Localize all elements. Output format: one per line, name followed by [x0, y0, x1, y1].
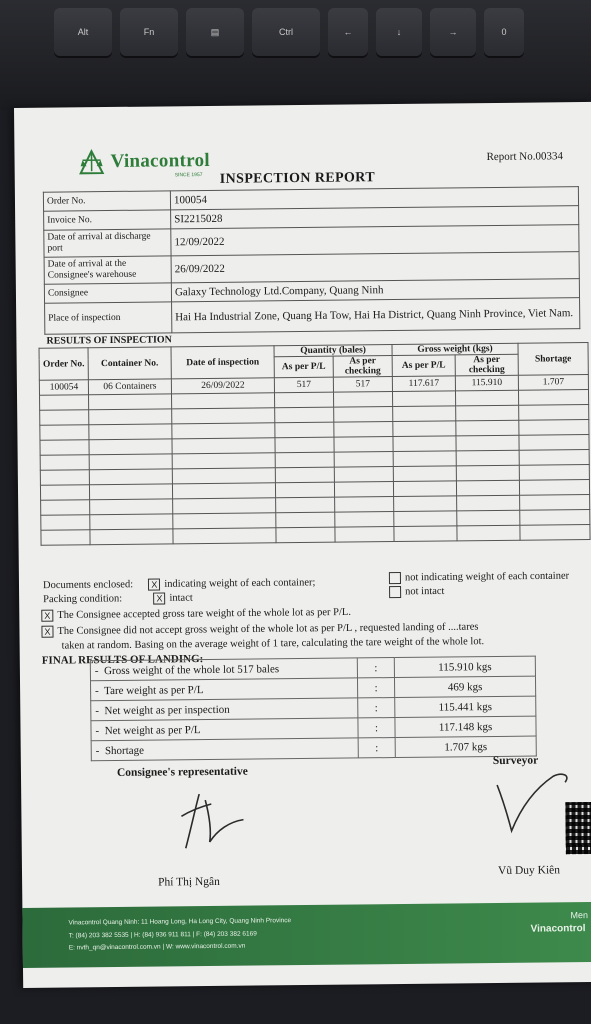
docs-checkbox-checked: X — [148, 578, 160, 590]
consignee-name: Phí Thị Ngân — [158, 875, 220, 889]
since-label: SINCE 1957 — [174, 172, 203, 179]
consignee-rep-title: Consignee's representative — [116, 765, 248, 779]
footer-brand: Vinacontrol — [530, 923, 586, 935]
surveyor-title: Surveyor — [492, 754, 539, 768]
info-label: Invoice No. — [44, 210, 171, 230]
key-left: ← — [328, 8, 368, 56]
docs-unchecked-text: not indicating weight of each container — [404, 570, 570, 584]
packing-label: Packing condition: — [43, 593, 123, 606]
docs-checked-text: indicating weight of each container; — [164, 577, 316, 590]
dash: - — [95, 744, 100, 757]
header-quantity: Quantity (bales) — [274, 345, 392, 357]
key-zero: 0 — [484, 8, 524, 56]
colon: : — [357, 658, 394, 678]
header-container-no: Container No. — [88, 347, 171, 380]
cell-container-no: 06 Containers — [88, 379, 171, 395]
cell-gross-check: 115.910 — [455, 375, 518, 391]
info-label: Date of arrival at the Consignee's warehouse — [44, 256, 171, 284]
footer-contacts: E: nvth_qn@vinacontrol.com.vn | W: www.vinacontrol.com.vn — [68, 942, 246, 952]
final-row — [91, 736, 536, 761]
dash: - — [95, 724, 100, 737]
scales-icon — [78, 149, 104, 175]
not-accept-checkbox: X — [41, 626, 53, 638]
packing-unchecked-text: not intact — [405, 585, 445, 598]
header-gross-pl: As per P/L — [392, 355, 455, 377]
final-results-table — [90, 656, 537, 762]
info-value: Galaxy Technology Ltd.Company, Quang Ninh — [171, 279, 579, 302]
results-table — [39, 342, 591, 546]
info-label: Date of arrival at discharge port — [44, 229, 171, 257]
final-label: Gross weight of the whole lot 517 bales — [104, 662, 280, 677]
not-accept-text-1: The Consignee did not accept gross weight of the whole lot as per P/L , requested landing of ....tares — [57, 621, 479, 637]
key-fn: Fn — [120, 8, 178, 56]
info-value: Hai Ha Industrial Zone, Quang Ha Tow, Hai Ha District, Quang Ninh Province, Viet Nam. — [172, 298, 580, 333]
packing-unchecked-line — [389, 586, 444, 599]
consignee-signature — [171, 785, 262, 856]
packing-condition-line — [43, 592, 193, 606]
key-menu: ▤ — [186, 8, 244, 56]
not-accept-line — [41, 621, 478, 638]
inspection-report-document — [14, 102, 591, 988]
dash: - — [94, 664, 99, 677]
info-row — [45, 298, 580, 335]
header-qty-pl: As per P/L — [274, 356, 333, 378]
info-label: Place of inspection — [45, 302, 172, 334]
info-value: 26/09/2022 — [171, 252, 579, 283]
cell-gross-pl: 117.617 — [392, 376, 455, 392]
docs-unchecked-line — [389, 570, 569, 584]
accept-text: The Consignee accepted gross tare weight of the whole lot as per P/L. — [57, 606, 351, 621]
info-value: 12/09/2022 — [171, 225, 579, 256]
header-order-no: Order No. — [39, 348, 88, 381]
packing-checked-text: intact — [169, 592, 193, 604]
final-label: Tare weight as per P/L — [104, 683, 204, 697]
packing-checkbox-checked: X — [153, 592, 165, 604]
cell-qty-check: 517 — [333, 377, 392, 393]
key-ctrl: Ctrl — [252, 8, 320, 56]
final-value: 469 kgs — [394, 676, 535, 697]
surveyor-name: Vũ Duy Kiên — [497, 864, 561, 877]
footer-right-top: Men — [570, 910, 589, 921]
key-alt: Alt — [54, 8, 112, 56]
footer-address: Vinacontrol Quang Ninh: 11 Hoang Long, Ha Long City, Quang Ninh Province — [68, 917, 292, 927]
header-date: Date of inspection — [171, 346, 274, 379]
final-label: Net weight as per inspection — [104, 703, 230, 717]
colon: : — [358, 718, 395, 738]
header-qty-check: As per checking — [333, 356, 392, 378]
results-title: RESULTS OF INSPECTION — [46, 334, 172, 347]
colon: : — [358, 698, 395, 718]
logo-text: Vinacontrol — [110, 149, 211, 172]
report-title: INSPECTION REPORT — [219, 170, 376, 187]
final-value: 115.910 kgs — [394, 656, 535, 677]
final-label: Shortage — [104, 744, 145, 757]
cell-date: 26/09/2022 — [171, 378, 274, 394]
final-value: 115.441 kgs — [395, 696, 536, 717]
info-label: Consignee — [44, 283, 171, 303]
qr-code — [565, 802, 591, 854]
accept-checkbox: X — [41, 610, 53, 622]
dash: - — [95, 704, 100, 717]
info-table — [43, 186, 580, 335]
documents-label: Documents enclosed: — [42, 579, 134, 592]
header-shortage: Shortage — [518, 343, 588, 376]
colon: : — [358, 738, 395, 758]
header-gross-weight: Gross weight (kgs) — [392, 343, 518, 355]
report-number: Report No.00334 — [486, 150, 563, 164]
cell-qty-pl: 517 — [274, 377, 333, 393]
header-gross-check: As per checking — [455, 354, 518, 376]
final-results-title: FINAL RESULTS OF LANDING: — [41, 653, 204, 667]
accept-line — [41, 606, 351, 621]
colon: : — [357, 678, 394, 698]
key-down: ↓ — [376, 8, 422, 56]
documents-enclosed-line — [43, 577, 316, 592]
info-label: Order No. — [43, 191, 170, 211]
footer-phones: T: (84) 203 382 5535 | H: (84) 936 911 811 | F: (84) 203 382 6169 — [68, 930, 257, 940]
final-label: Net weight as per P/L — [104, 723, 201, 737]
final-value: 117.148 kgs — [395, 716, 536, 737]
not-accept-line-2: taken at random. Basing on the average weight of 1 tare, calculating the tare weight of the whole lot. — [61, 636, 485, 652]
final-value: 1.707 kgs — [395, 736, 536, 757]
key-right: → — [430, 8, 476, 56]
cell-shortage: 1.707 — [518, 375, 588, 391]
packing-checkbox-unchecked — [389, 586, 401, 598]
footer-band — [22, 902, 591, 968]
info-value: 100054 — [170, 187, 578, 210]
keyboard — [0, 0, 591, 110]
cell-order-no: 100054 — [39, 380, 88, 396]
dash: - — [95, 684, 99, 697]
info-value: SI2215028 — [171, 206, 579, 229]
docs-checkbox-unchecked — [389, 572, 401, 584]
